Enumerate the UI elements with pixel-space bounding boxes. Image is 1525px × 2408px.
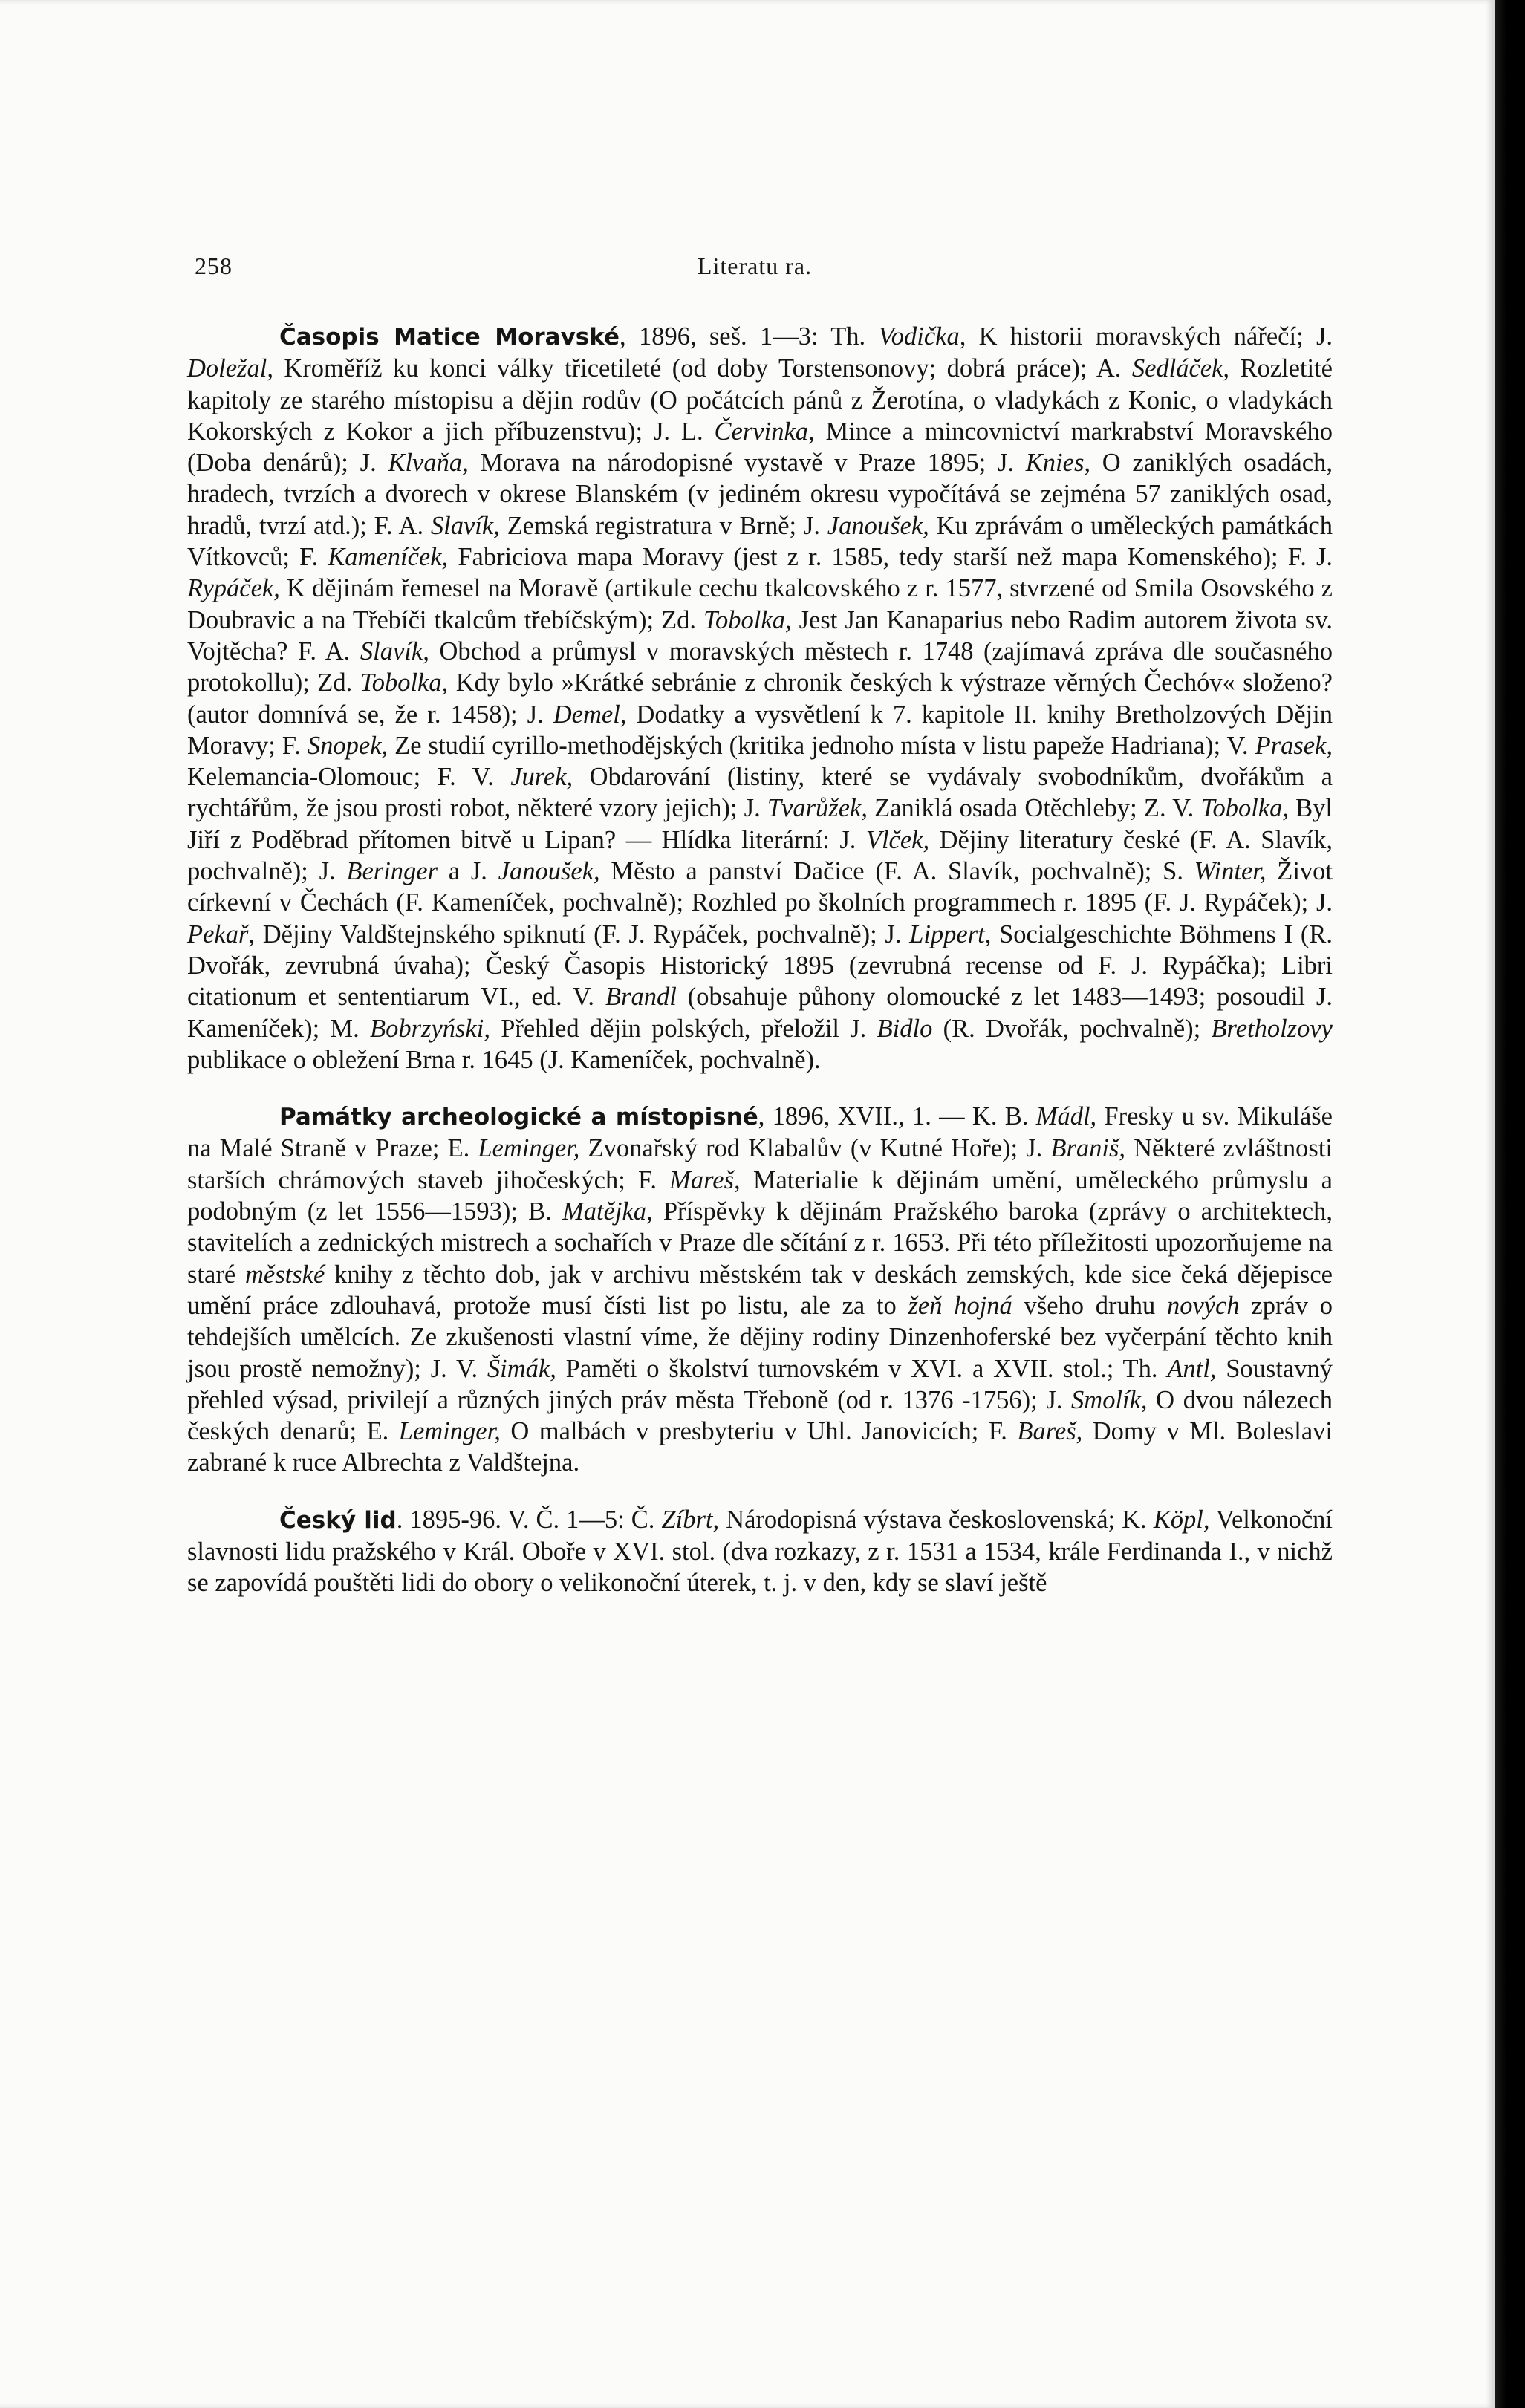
- author-name: Bareš,: [1017, 1417, 1083, 1446]
- author-name: Doležal,: [187, 354, 273, 383]
- author-name: Kameníček,: [328, 543, 449, 572]
- author-name: Mareš,: [669, 1165, 741, 1194]
- page-body: [187, 321, 1333, 1624]
- running-title: Literatu ra.: [697, 253, 813, 279]
- author-name: Bretholzovy: [1211, 1014, 1333, 1043]
- body-text: Soustavný přehled výsad, privilejí a různých jiných práv města Třeboně (od r. 1376 -1756); J.: [187, 1354, 1333, 1414]
- body-text: a J.: [438, 857, 498, 886]
- author-name: Slavík,: [360, 637, 429, 666]
- author-name: Matějka,: [562, 1197, 653, 1226]
- author-name: Rypáček,: [187, 574, 280, 603]
- body-text: Domy v Ml. Boleslavi zabrané k ruce Albrechta z Valdštejna.: [187, 1417, 1333, 1477]
- body-text: Kroměříž ku konci války třicetileté (od doby Torstensonovy; dobrá práce); A.: [273, 354, 1132, 383]
- body-text: K historii moravských nářečí; J.: [966, 322, 1333, 351]
- body-text: , 1896, seš. 1—3: Th.: [620, 322, 879, 351]
- author-name: Vlček,: [865, 825, 930, 854]
- author-name: Slavík,: [430, 511, 500, 540]
- author-name: Smolík,: [1071, 1385, 1148, 1414]
- body-text: Obdarování (listiny, které se vydávaly svobodníkům, dvořákům a rychtářům, že jsou prosti robot, některé vzory jejich); J.: [187, 763, 1333, 823]
- body-text: Ze studií cyrillo-methodějských (kritika jednoho místa v listu papeže Hadriana); V.: [388, 731, 1255, 760]
- scan-edge-shadow: [1495, 0, 1525, 2408]
- author-name: Vodička,: [878, 322, 966, 351]
- author-name: Zíbrt,: [661, 1505, 720, 1534]
- author-name: Leminger,: [398, 1417, 501, 1446]
- author-name: Klvaňa,: [388, 449, 469, 478]
- body-text: Kelemancia-Olomouc; F. V.: [187, 763, 511, 792]
- author-name: Bobrzyński,: [370, 1014, 490, 1043]
- author-name: Tobolka,: [1200, 794, 1289, 823]
- body-text: Zemská registratura v Brně; J.: [499, 511, 827, 540]
- author-name: Červinka,: [714, 417, 815, 446]
- body-text: K dějinám řemesel na Moravě (artikule cechu tkalcovského z r. 1577, stvrzené od Smila Osovského z Doubravic a na Třebíči tkalcům třebíčským); Zd.: [187, 574, 1333, 634]
- body-text: Socialgeschichte Böhmens I (R. Dvořák, zevrubná úvaha); Český Časopis Historický 1895 (zevrubná recense od F. J. Rypáčka); Libri citationum et sententiarum VI., ed. V.: [187, 920, 1333, 1012]
- body-text: Mince a mincovnictví markrabství Moravského (Doba denárů); J.: [187, 417, 1333, 478]
- body-text: Národopisná výstava československá; K.: [719, 1505, 1154, 1534]
- author-name: Tvarůžek,: [767, 794, 868, 823]
- author-name: Janoušek,: [827, 511, 929, 540]
- body-text: Přehled dějin polských, přeložil J.: [490, 1014, 877, 1043]
- body-text: Dějiny Valdštejnského spiknutí (F. J. Rypáček, pochvalně); J.: [255, 920, 910, 948]
- page-number: 258: [195, 253, 233, 279]
- author-name: Köpl,: [1153, 1505, 1210, 1534]
- body-text: , 1896, XVII., 1. — K. B.: [758, 1102, 1036, 1131]
- body-text: Dodatky a vysvětlení k 7. kapitole II. knihy Bretholzových Dějin Moravy; F.: [187, 700, 1333, 760]
- author-name: Leminger,: [478, 1134, 580, 1163]
- body-text: Zvonařský rod Klabalův (v Kutné Hoře); J.: [579, 1134, 1051, 1163]
- body-text: Fresky u sv. Mikuláše na Malé Straně v Praze; E.: [187, 1102, 1333, 1163]
- body-text: Obchod a průmysl v moravských městech r. 1748 (zajímavá zpráva dle současného protokollu); Zd.: [187, 637, 1333, 697]
- author-name: žeň hojná: [908, 1291, 1012, 1320]
- journal-title: Český lid: [279, 1506, 397, 1534]
- body-text: . 1895-96. V. Č. 1—5: Č.: [396, 1505, 662, 1534]
- author-name: Brandl: [605, 983, 677, 1012]
- author-name: Janoušek,: [498, 857, 600, 886]
- author-name: Braniš,: [1050, 1134, 1126, 1163]
- journal-title: Časopis Matice Moravské: [279, 324, 620, 351]
- author-name: Knies,: [1025, 449, 1090, 478]
- author-name: Jurek,: [510, 763, 573, 792]
- body-text: Dějiny literatury české (F. A. Slavík, pochvalně); J.: [187, 825, 1333, 886]
- body-text: Rozletité kapitoly ze starého místopisu a dějin rodův (O počátcích pánů z Žerotína, o vladykách z Konic, o vladykách Kokorských z Kokor a jich příbuzenstvu); J. L.: [187, 354, 1333, 446]
- body-text: publikace o obležení Brna r. 1645 (J. Kameníček, pochvalně).: [187, 1045, 821, 1074]
- entry-casopis-matice-moravske: [187, 321, 1333, 1076]
- body-text: zpráv o tehdejších umělcích. Ze zkušenosti vlastní víme, že dějiny rodiny Dinzenhoferské bez vyčerpání těchto knih jsou prostě nemožny); J. V.: [187, 1291, 1333, 1383]
- body-text: Zaniklá osada Otěchleby; Z. V.: [867, 794, 1201, 823]
- body-text: Město a panství Dačice (F. A. Slavík, pochvalně); S.: [599, 857, 1194, 886]
- body-text: Velkonoční slavnosti lidu pražského v Král. Oboře v XVI. stol. (dva rozkazy, z r. 1531 a 1534, krále Ferdinanda I., v nichž se zapovídá pouštěti lidi do obory o velikonoční úterek, t. j. v den, kdy se slaví ještě: [187, 1505, 1333, 1598]
- body-text: všeho druhu: [1012, 1291, 1167, 1320]
- body-text: Kdy bylo »Krátké sebránie z chronik českých k výstraze věrných Čechóv« složeno? (autor domnívá se, že r. 1458); J.: [187, 668, 1333, 729]
- body-text: Materialie k dějinám umění, uměleckého průmyslu a podobným (z let 1556—1593); B.: [187, 1165, 1333, 1226]
- author-name: Tobolka,: [703, 605, 792, 634]
- author-name: Beringer: [346, 857, 438, 886]
- entry-pamatky-archeologicke: [187, 1101, 1333, 1479]
- author-name: Sedláček,: [1131, 354, 1230, 383]
- entry-cesky-lid: [187, 1504, 1333, 1599]
- body-text: Byl Jiří z Poděbrad přítomen bitvě u Lipan? — Hlídka literární: J.: [187, 794, 1333, 854]
- author-name: nových: [1166, 1291, 1240, 1320]
- body-text: Jest Jan Kanaparius nebo Radim autorem života sv. Vojtěcha? F. A.: [187, 605, 1333, 666]
- body-text: knihy z těchto dob, jak v archivu městském tak v deskách zemských, kde sice čeká dějepisce umění práce zdlouhavá, protože musí čísti list po listu, ale za to: [187, 1260, 1333, 1320]
- body-text: Některé zvláštnosti starších chrámových staveb jihočeských; F.: [187, 1134, 1333, 1194]
- author-name: Tobolka,: [360, 668, 449, 697]
- author-name: městské: [244, 1260, 325, 1289]
- author-name: Pekař,: [187, 920, 256, 948]
- page-header: [0, 253, 1495, 290]
- body-text: (R. Dvořák, pochvalně);: [932, 1014, 1212, 1043]
- body-text: Fabriciova mapa Moravy (jest z r. 1585, tedy starší než mapa Komenského); F. J.: [448, 543, 1333, 572]
- body-text: Morava na národopisné vystavě v Praze 1895; J.: [468, 449, 1026, 478]
- author-name: Mádl,: [1035, 1102, 1097, 1131]
- author-name: Winter,: [1194, 857, 1267, 886]
- body-text: Příspěvky k dějinám Pražského baroka (zprávy o architektech, stavitelích a zednických mistrech a sochařích v Praze dle sčítání z r. 1653. Při této příležitosti upozorňujeme na staré: [187, 1197, 1333, 1289]
- journal-title: Památky archeologické a místopisné: [279, 1104, 758, 1131]
- author-name: Demel,: [553, 700, 627, 729]
- body-text: Život církevní v Čechách (F. Kameníček, pochvalně); Rozhled po školních programmech r. 1895 (F. J. Rypáček); J.: [187, 857, 1333, 917]
- author-name: Šimák,: [487, 1354, 556, 1383]
- body-text: (obsahuje půhony olomoucké z let 1483—1493; posoudil J. Kameníček); M.: [187, 983, 1333, 1043]
- body-text: O dvou nálezech českých denarů; E.: [187, 1385, 1333, 1446]
- body-text: O zaniklých osadách, hradech, tvrzích a dvorech v okrese Blanském (v jediném okresu vypočítává se zejména 57 zaniklých osad, hradů, tvrzí atd.); F. A.: [187, 449, 1333, 540]
- body-text: O malbách v presbyteriu v Uhl. Janovicích; F.: [500, 1417, 1018, 1446]
- author-name: Lippert,: [909, 920, 992, 948]
- body-text: Paměti o školství turnovském v XVI. a XVII. stol.; Th.: [556, 1354, 1168, 1383]
- author-name: Snopek,: [307, 731, 388, 760]
- body-text: Ku zprávám o uměleckých památkách Vítkovců; F.: [187, 511, 1333, 572]
- author-name: Bidlo: [877, 1014, 933, 1043]
- author-name: Antl,: [1167, 1354, 1217, 1383]
- author-name: Prasek,: [1255, 731, 1333, 760]
